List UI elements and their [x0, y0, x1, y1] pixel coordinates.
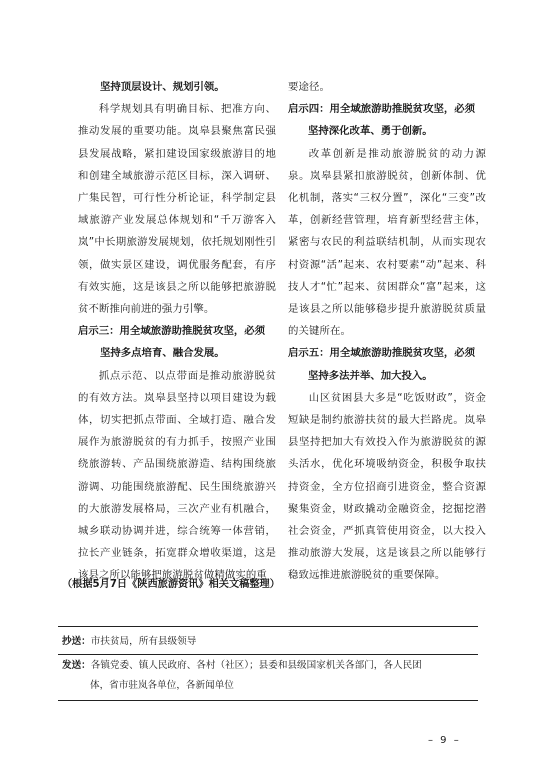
- divider-middle: [58, 654, 478, 655]
- send-to-recipients: 各镇党委、镇人民政府、各村（社区）；县委和县级国家机关各部门，各人民团: [90, 660, 422, 671]
- copy-to-label: 抄送：: [62, 636, 91, 647]
- insight-three-heading: 启示三：用全域旅游助推脱贫攻坚，必须: [78, 325, 266, 338]
- send-to-label: 发送：: [62, 660, 91, 671]
- page-number: – 9 –: [428, 735, 461, 746]
- copy-to-recipients: 市扶贫局，所有县级领导: [90, 636, 197, 647]
- left-column: [78, 76, 276, 587]
- section-heading: 坚持顶层设计、规划引领。: [100, 81, 225, 93]
- body-paragraph: 改革创新是推动旅游脱贫的动力源泉。岚皋县紧扣旅游脱贫，创新体制、优化机制，落实“三权分置”，深化“三变”改革，创新经营管理，培育新型经营主体，紧密与农民的利益联结机制，从而实现农村资源“活”起来、农村要素“动”起来、科技人才“忙”起来、贫困群众“富”起来，这是该县之所以能够稳步提升旅游脱贫质量的关键所在。: [288, 147, 486, 338]
- body-paragraph: 科学规划具有明确目标、把准方向、推动发展的重要功能。岚皋县聚焦富民强县发展战略，紧扣建设国家级旅游目的地和创建全域旅游示范区目标，深入调研、广集民智，可行性分析论证，科学制定县域旅游产业发展总体规划和“千万游客入岚”中长期旅游发展规划，依托规划刚性引领，做实景区建设，调优服务配套，有序有效实施，这是该县之所以能够把旅游脱贫不断推向前进的强力引擎。: [78, 103, 276, 316]
- insight-four-subheading: 坚持深化改革、勇于创新。: [308, 125, 433, 138]
- source-note: （根据5月7日《陕西旅游资讯》相关文稿整理）: [62, 579, 280, 590]
- body-paragraph: 抓点示范、以点带面是推动旅游脱贫的有效方法。岚皋县坚持以项目建设为载体，切实把抓点带面、全域打造、融合发展作为旅游脱贫的有力抓手，按照产业围绕旅游转、产品围绕旅游造、结构围绕旅游调、功能围绕旅游配、民生围绕旅游兴的大旅游发展格局，三次产业有机融合，城乡联动协调并进，综合统筹一体营销，拉长产业链条，拓宽群众增收渠道，这是该县之所以能够把旅游脱贫做精做实的重: [78, 369, 276, 582]
- divider-bottom: [58, 700, 478, 701]
- insight-four-heading: 启示四：用全域旅游助推脱贫攻坚，必须: [288, 103, 476, 116]
- right-column: [288, 76, 486, 587]
- body-paragraph: 山区贫困县大多是“吃饭财政”，资金短缺是制约旅游扶贫的最大拦路虎。岚皋县坚持把加大有效投入作为旅游脱贫的源头活水，优化环境吸纳资金，积极争取扶持资金，全方位招商引进资金，整合资源聚集资金，财政撬动金融资金，挖掘挖潜社会资金，严抓真管使用资金，以大投入推动旅游大发展，这是该县之所以能够行稳致远推进旅游脱贫的重要保障。: [288, 391, 486, 582]
- send-to-recipients-continued: 体，省市驻岚各单位，各新闻单位: [90, 680, 234, 691]
- body-paragraph-continued: 要途径。: [288, 81, 330, 93]
- divider-top: [58, 626, 478, 627]
- copy-to-line: [62, 632, 482, 652]
- insight-three-subheading: 坚持多点培育、融合发展。: [100, 347, 225, 360]
- send-to-block: [62, 656, 482, 696]
- insight-five-subheading: 坚持多法并举、加大投入。: [308, 369, 433, 382]
- insight-five-heading: 启示五：用全域旅游助推脱贫攻坚，必须: [288, 347, 476, 360]
